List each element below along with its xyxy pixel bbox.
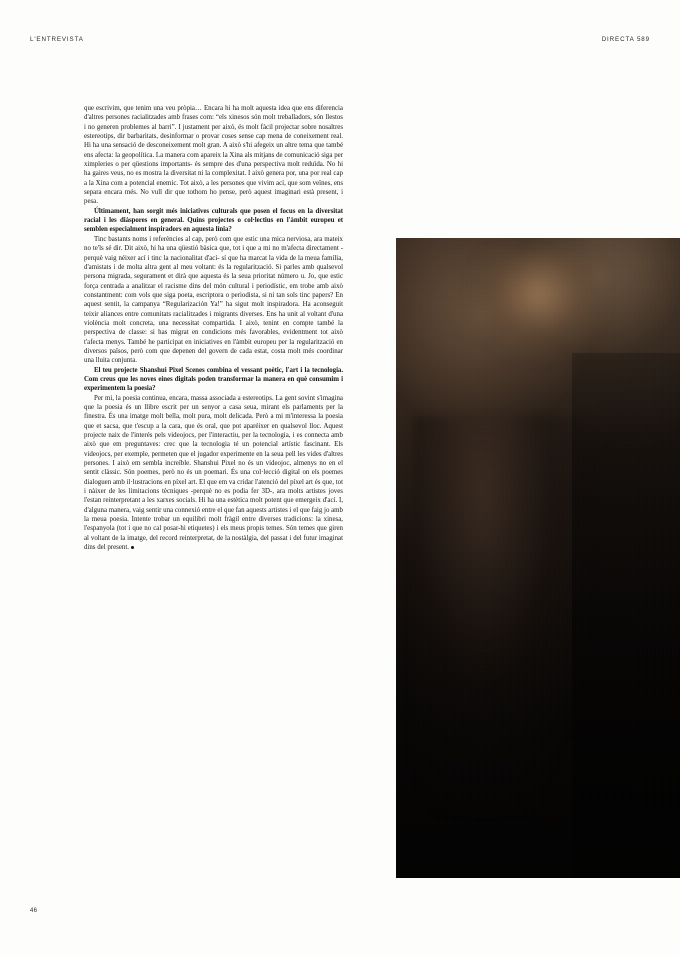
continued-paragraph: que escrivim, que tenim una veu pròpia… Encara hi ha molt aquesta idea que ens diferencia d'altres persones racialitzades amb frases com: “els xinesos són molt treballadors, són llestos i no generen problemes al barri”. I justament per això, és molt fàcil projectar sobre nosaltres estereotips, dir barbaritats, desinformar o provar coses sense cap mena de coneixement real. Hi ha una sensació de desconeixement molt gran. A això s'hi afegeix un altre tema que també ens afecta: la geopolítica. La manera com apareix la Xina als mitjans de comunicació siga per ximpleries o per qüestions importants- és sempre des d'una perspectiva molt reduïda. No hi ha gaires veus, no es mostra la diversitat ni la complexitat. I això genera por, una por real cap a la Xina com a potencial enemic. Tot això, a les persones que vivim ací, que som veïnes, ens separa encara més. No vull dir que tothom ho pense, però aquest imaginari està present, i pesa.	[84, 105, 343, 206]
interview-answer-2-text: Per mi, la poesia continua, encara, massa associada a estereotips. La gent sovint s'imagina que la poesia és un llibre escrit per un senyor a casa seua, mirant els parlaments per la finestra. És una imatge molt bella, molt pura, molt delicada. Però a mi m'interessa la poesia que et sacsa, que t'escup a la cara, que és oral, que pot aparéixer en qualsevol lloc. Aquest projecte naix de l'interés pels videojocs, per l'interactiu, per la tecnologia, i es connecta amb això que em preguntaves: crec que la tecnologia té un potencial artístic fascinant. Els videojocs, per exemple, permeten que el jugador experimente en la seua pell les vides d'altres persones. I això em sembla increïble. Shanshui Pixel no és un videojoc, almenys no en el sentit clàssic. Són poemes, però no és un poemari. És una col·lecció digital on els poemes dialoguen amb il·lustracions en píxel art. El que em va cridar l'atenció del píxel art és que, tot i nàixer de les limitacions tècniques -perquè no es podia fer 3D-, ara molts artistes joves l'estan reinterpretant a les xarxes socials. Hi ha una estètica molt potent que emergeix d'ací. I, d'alguna manera, vaig sentir una connexió entre el que fan aquests artistes i el que faig jo amb la meua poesia. Intente trobar un equilibri molt fràgil entre diverses tradicions: la xinesa, l'espanyola (tot i que no cal posar-hi etiquetes) i els meus propis temes. Són temes que giren al voltant de la imatge, del record reinterpretat, de la nostàlgia, del passat i del futur imaginat dins del present.	[84, 394, 343, 552]
interview-question-1: Últimament, han sorgit més iniciatives culturals que posen el focus en la diversitat racial i les diàspores en general. Quins projectes o col·lectius en l'àmbit europeu et semblen especialment inspiradors en aquesta línia?	[84, 207, 343, 234]
interview-answer-2	[84, 394, 343, 553]
photo-grain-overlay	[396, 238, 680, 878]
running-head-issue: DIRECTA 589	[601, 36, 650, 43]
running-head	[30, 36, 650, 48]
interview-question-2: El teu projecte Shanshui Pixel Scenes combina el vessant poètic, l'art i la tecnologia. Com creus que les noves eines digitals poden transformar la manera en què consumim i experimentem la poesia?	[84, 366, 343, 393]
interview-photograph	[396, 238, 680, 878]
interview-answer-1: Tinc bastants noms i referències al cap, però com que estic una mica nerviosa, ara mateix no te'ls sé dir. Dit això, hi ha una qüestió bàsica que, tot i que a mi no m'afecta directament -perquè vaig néixer ací i tinc la nacionalitat d'ací- sí que ha marcat la vida de la meua família, d'amistats i de molta altra gent al meu voltant: és la regularització. Si parles amb qualsevol persona migrada, segurament et dirà que aquesta és la seua prioritat número u. Jo, que estic força centrada a analitzar el racisme dins del món cultural i periodístic, em trobe amb això constantment: com vols que siga poeta, escriptora o periodista, si ni tan sols tinc papers? En aquest sentit, la campanya “Regularización Ya!” ha sigut molt inspiradora. Ha aconseguit teixir aliances entre comunitats racialitzades i migrants diverses. Ens ha unit al voltant d'una violència molt concreta, una necessitat compartida. I això, tenint en compte també la perspectiva de classe: si has migrat en condicions més favorables, evidentment tot això t'afecta menys. També he participat en iniciatives en l'àmbit europeu per la regularització en diversos països, però com que depenen del govern de cada estat, costa molt més coordinar una lluita conjunta.	[84, 235, 343, 365]
article-text-column	[84, 104, 343, 553]
page-folio: 46	[30, 908, 38, 914]
end-of-article-mark	[131, 546, 134, 549]
running-head-section: L'ENTREVISTA	[30, 36, 84, 43]
